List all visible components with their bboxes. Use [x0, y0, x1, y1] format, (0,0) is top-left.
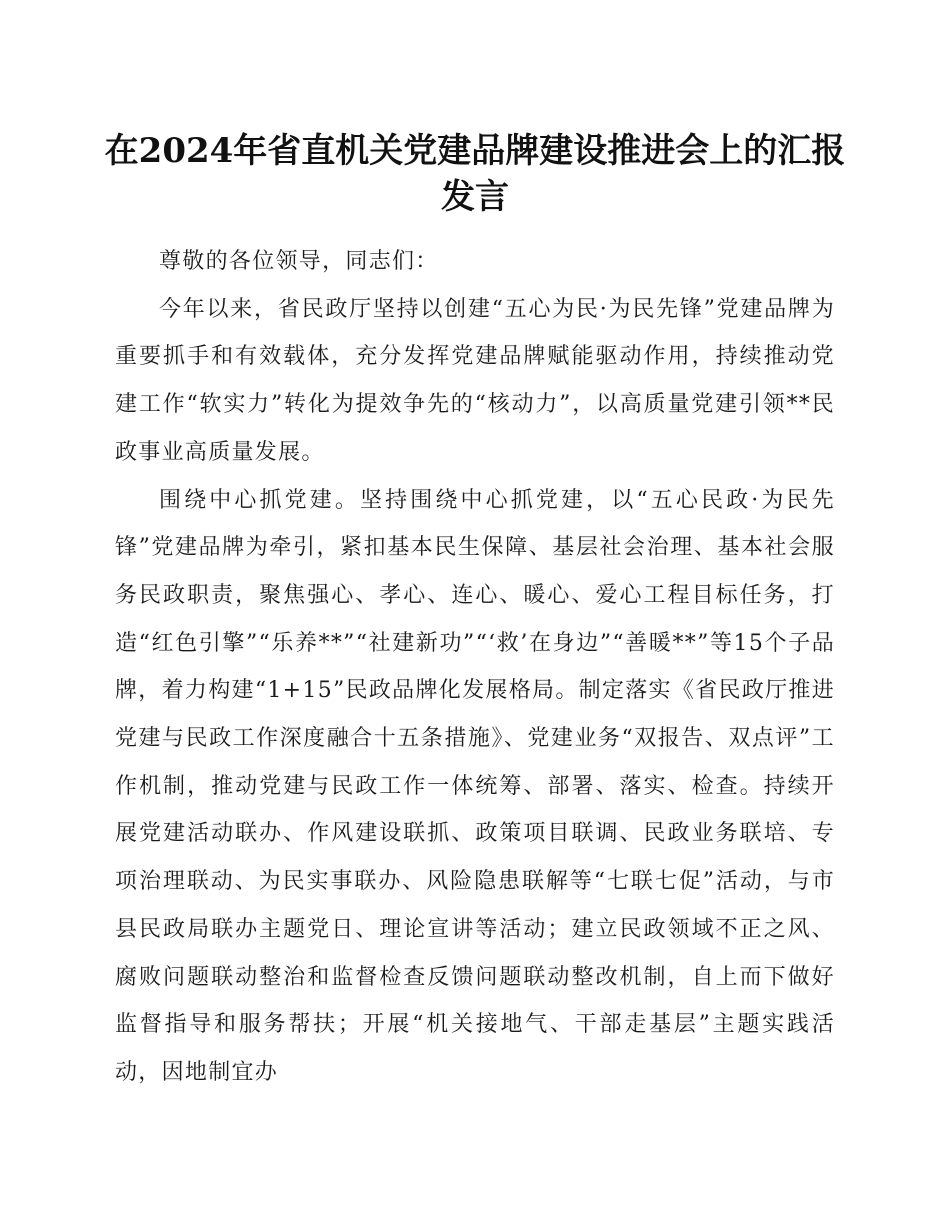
paragraph-center-party-building: 围绕中心抓党建。坚持围绕中心抓党建，以“五心民政·为民先锋”党建品牌为牵引，紧扣基本民生保障、基层社会治理、基本社会服务民政职责，聚焦强心、孝心、连心、暖心、爱心工程目标任务，打造“红色引擎”“乐养**”“社建新功”“‘救’在身边”“善暖**”等15个子品牌，着力构建“1+15”民政品牌化发展格局。制定落实《省民政厅推进党建与民政工作深度融合十五条措施》、党建业务“双报告、双点评”工作机制，推动党建与民政工作一体统筹、部署、落实、检查。持续开展党建活动联办、作风建设联抓、政策项目联调、民政业务联培、专项治理联动、为民实事联办、风险隐患联解等“七联七促”活动，与市县民政局联办主题党日、理论宣讲等活动；建立民政领域不正之风、腐败问题联动整治和监督检查反馈问题联动整改机制，自上而下做好监督指导和服务帮扶；开展“机关接地气、干部走基层”主题实践活动，因地制宜办 [115, 487, 835, 1085]
document-body [115, 238, 835, 1097]
salutation: 尊敬的各位领导，同志们： [159, 249, 439, 274]
paragraph-intro: 今年以来，省民政厅坚持以创建“五心为民·为民先锋”党建品牌为重要抓手和有效载体，充分发挥党建品牌赋能驱动作用，持续推动党建工作“软实力”转化为提效争先的“核动力”，以高质量党建引领**民政事业高质量发展。 [115, 296, 835, 465]
document-title: 在2024年省直机关党建品牌建设推进会上的汇报发言 [104, 131, 846, 217]
